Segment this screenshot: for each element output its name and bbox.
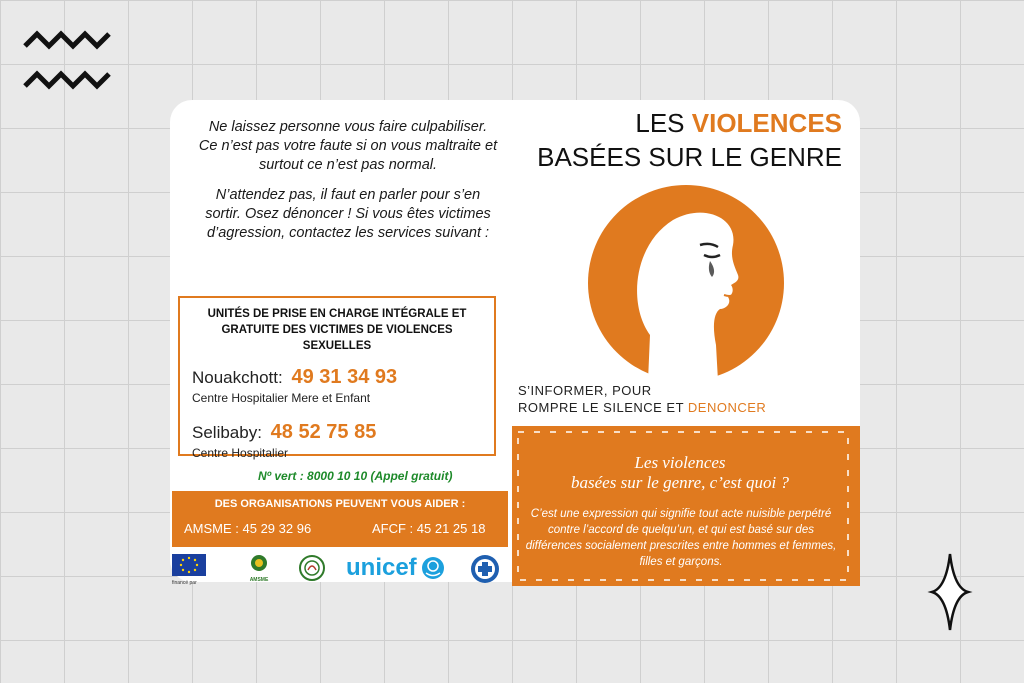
definition-body: C’est une expression qui signifie tout acte nuisible perpétré contre l’accord de quelqu’un, et qui est basé sur des différences socialement prescrites entre hommes et femmes, filles et garçons. <box>525 508 837 568</box>
definition-title-line2: basées sur le genre, c’est quoi ? <box>571 473 789 492</box>
medical-cross-icon <box>470 554 500 584</box>
hospital-name: Centre Hospitalier Mere et Enfant <box>192 391 371 405</box>
organization-amsme: AMSME : 45 29 32 96 <box>184 521 312 536</box>
title-line-1 <box>635 108 842 139</box>
contact-box-title <box>192 306 482 354</box>
hospital-name: Centre Hospitalier <box>192 446 289 460</box>
city-label: Selibaby: <box>192 423 262 442</box>
tagline-accent: DENONCER <box>687 400 767 415</box>
organizations-band <box>172 491 508 547</box>
unicef-logo <box>346 554 446 584</box>
definition-title <box>512 453 848 493</box>
contact-nouakchott <box>192 366 482 389</box>
afcf-logo <box>298 554 328 584</box>
eu-flag-icon <box>172 554 206 576</box>
definition-panel <box>512 426 860 586</box>
contact-box <box>178 296 496 460</box>
eu-caption: financé par <box>172 580 197 586</box>
zigzag-decoration <box>22 28 112 58</box>
amsme-logo <box>246 554 272 584</box>
organization-afcf: AFCF : 45 21 25 18 <box>372 521 486 536</box>
amsme-emblem-icon <box>249 554 269 572</box>
tagline <box>518 382 766 416</box>
tagline-line-1: S’INFORMER, POUR <box>518 383 652 398</box>
title-line-2: BASÉES SUR LE GENRE <box>537 142 842 172</box>
intro-paragraph-1: Ne laissez personne vous faire culpabiliser. Ce n’est pas votre faute si on vous maltraite et surtout ce n’est pas normal. <box>198 119 498 173</box>
medecins-du-monde-logo <box>470 554 502 584</box>
woman-profile-illustration <box>588 185 784 381</box>
intro-text <box>198 118 498 254</box>
tagline-line-2 <box>518 399 766 416</box>
intro-paragraph-2: N’attendez pas, il faut en parler pour s’en sortir. Osez dénoncer ! Si vous êtes victimes d’agression, contactez les services suivant : <box>205 187 491 241</box>
brochure <box>170 100 860 586</box>
city-label: Nouakchott: <box>192 368 283 387</box>
amsme-caption: AMSME <box>249 577 269 583</box>
title-accent: VIOLENCES <box>691 108 842 138</box>
unicef-wordmark: unicef <box>346 554 417 581</box>
eu-logo <box>172 554 208 584</box>
sparkle-icon <box>930 552 970 632</box>
unicef-globe-icon <box>421 556 445 580</box>
tagline-plain: ROMPRE LE SILENCE ET <box>518 400 688 415</box>
organizations-title: DES ORGANISATIONS PEUVENT VOUS AIDER : <box>214 498 466 510</box>
phone-number: 48 52 75 85 <box>270 421 377 443</box>
contact-box-title-line2: GRATUITE DES VICTIMES DE VIOLENCES SEXUELLES <box>221 324 453 352</box>
title-prefix: LES <box>635 108 692 138</box>
crying-woman-icon <box>588 185 784 381</box>
toll-free-line: Nº vert : 8000 10 10 (Appel gratuit) <box>258 469 453 483</box>
contact-box-title-line1: UNITÉS DE PRISE EN CHARGE INTÉGRALE ET <box>207 308 467 320</box>
afcf-seal-icon <box>298 554 326 582</box>
zigzag-decoration <box>22 68 112 98</box>
contact-selibaby <box>192 421 482 444</box>
definition-title-line1: Les violences <box>634 453 726 472</box>
phone-number: 49 31 34 93 <box>291 366 398 388</box>
